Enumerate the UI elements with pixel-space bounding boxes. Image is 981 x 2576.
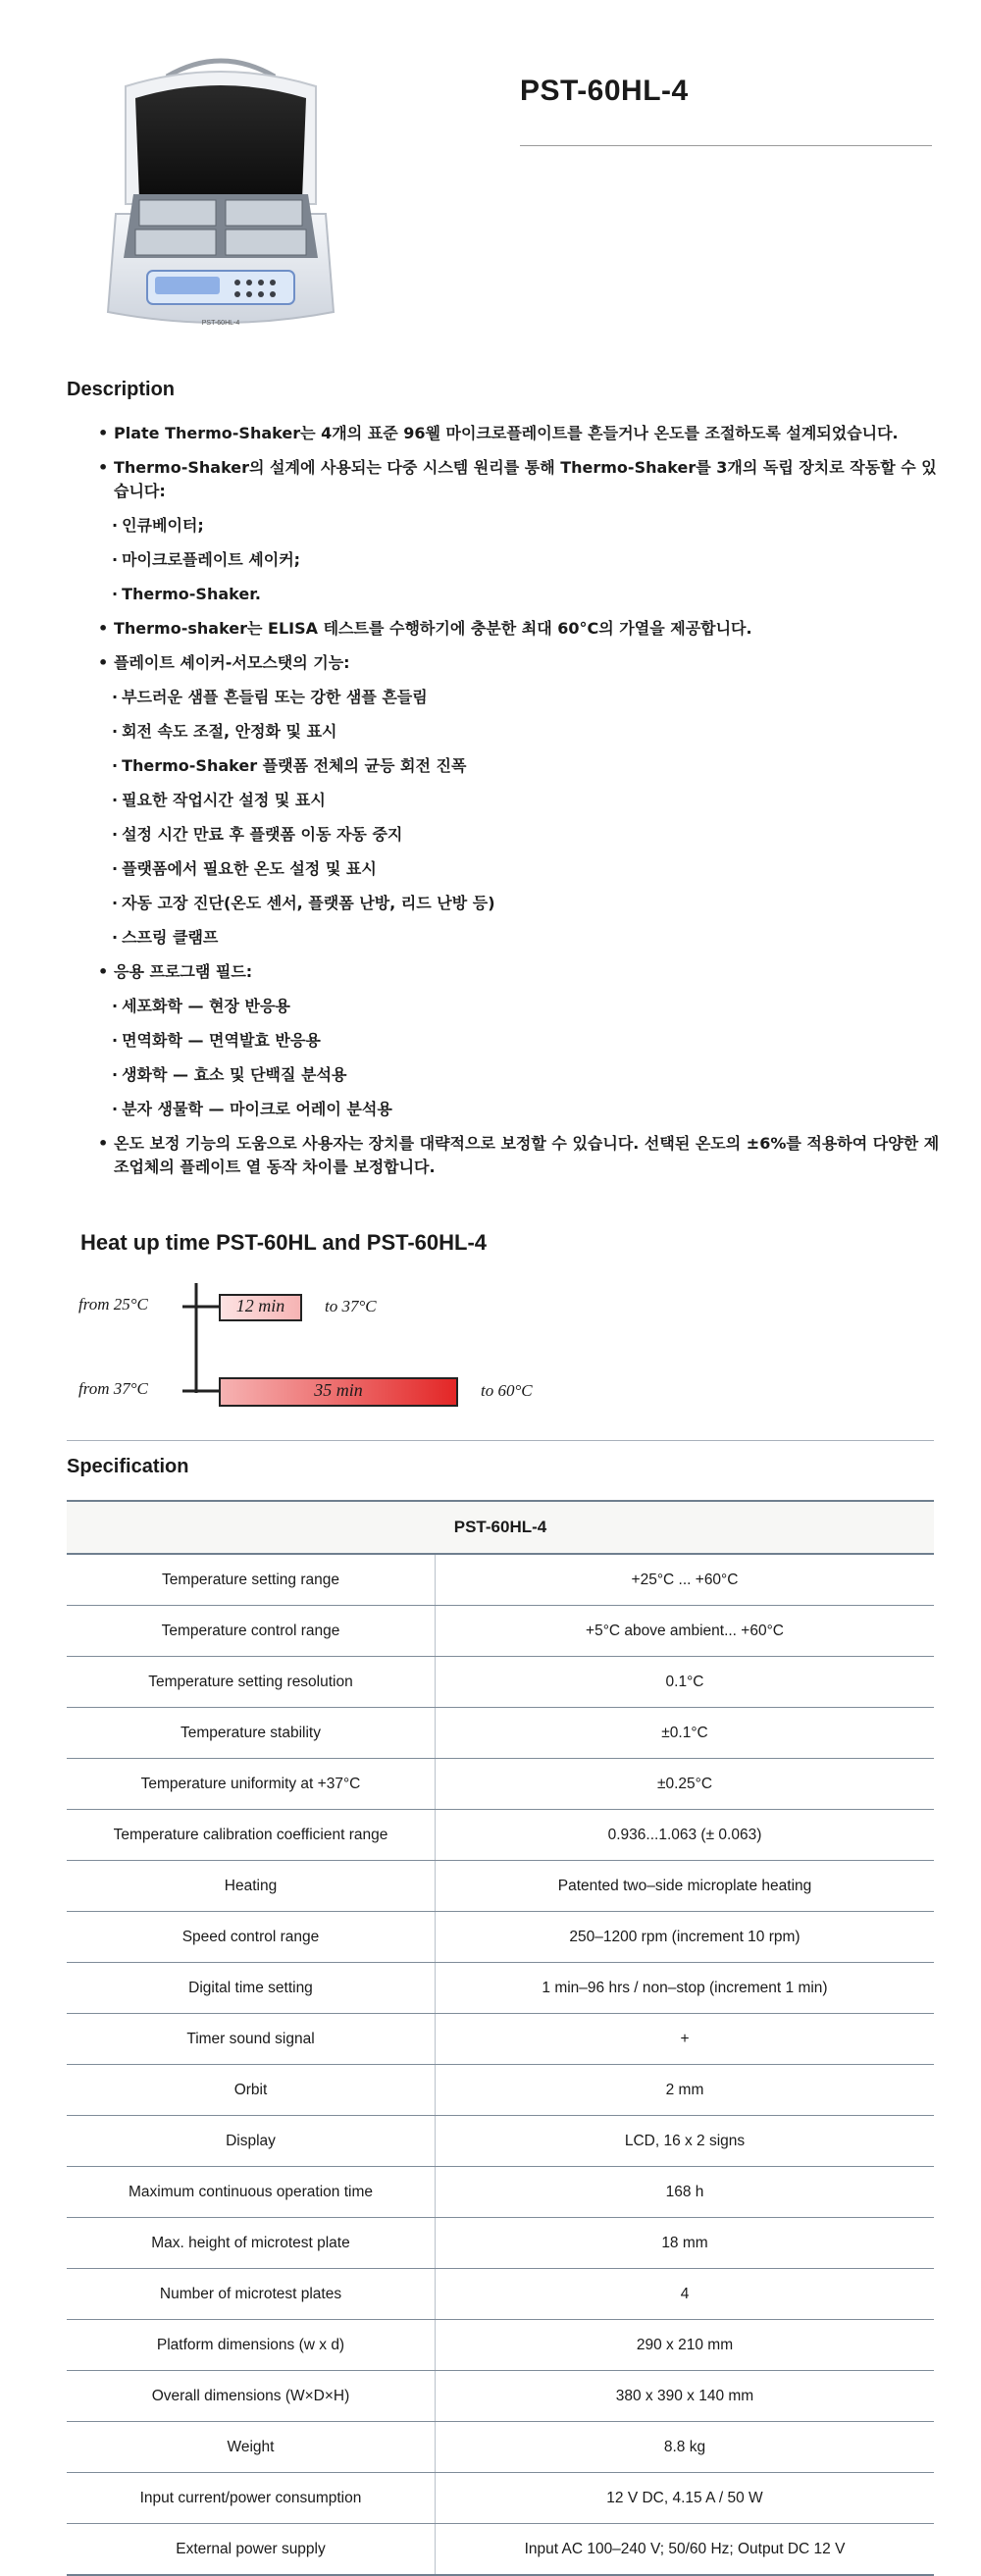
row2-time: 35 min	[314, 1380, 363, 1400]
row2-from: from 37°C	[78, 1379, 148, 1398]
table-row	[67, 2167, 934, 2218]
list-item: • Thermo-Shaker의 설계에 사용되는 다중 시스템 원리를 통해 Thermo-Shaker를 3개의 독립 장치로 작동할 수 있습니다:	[98, 456, 942, 503]
spec-value: +25°C ... +60°C	[436, 1554, 935, 1606]
list-subitem: · 부드러운 샘플 흔들림 또는 강한 샘플 흔들림	[112, 688, 428, 706]
table-row	[67, 1554, 934, 1606]
table-row	[67, 2524, 934, 2576]
spec-value: 0.936...1.063 (± 0.063)	[436, 1810, 935, 1861]
table-row	[67, 2473, 934, 2524]
spec-param: Input current/power consumption	[67, 2473, 436, 2524]
description-list	[98, 422, 942, 1179]
table-row	[67, 1657, 934, 1708]
list-subitem: · 인큐베이터;	[112, 516, 204, 535]
thermo-shaker-illustration	[98, 47, 343, 341]
spec-value: ±0.25°C	[436, 1759, 935, 1810]
product-image	[98, 47, 343, 341]
lcd-display	[155, 277, 220, 294]
spec-param: Platform dimensions (w x d)	[67, 2320, 436, 2371]
specification-table	[67, 1500, 934, 2576]
heat-up-diagram	[67, 1265, 655, 1422]
table-header: PST-60HL-4	[67, 1501, 934, 1554]
spec-param: Orbit	[67, 2065, 436, 2116]
spec-value: +5°C above ambient... +60°C	[436, 1606, 935, 1657]
list-item: • 온도 보정 기능의 도움으로 사용자는 장치를 대략적으로 보정할 수 있습니다. 선택된 온도의 ±6%를 적용하여 다양한 제조업체의 플레이트 열 동작 차이를 보정합니다.	[98, 1132, 942, 1179]
spec-value: LCD, 16 x 2 signs	[436, 2116, 935, 2167]
spec-value: 380 x 390 x 140 mm	[436, 2371, 935, 2422]
list-subitem: · 회전 속도 조절, 안정화 및 표시	[112, 722, 337, 741]
spec-value: ±0.1°C	[436, 1708, 935, 1759]
spec-param: Temperature setting resolution	[67, 1657, 436, 1708]
spec-value: +	[436, 2014, 935, 2065]
row1-from: from 25°C	[78, 1295, 148, 1314]
spec-value: 1 min–96 hrs / non–stop (increment 1 min)	[436, 1963, 935, 2014]
spec-value: 250–1200 rpm (increment 10 rpm)	[436, 1912, 935, 1963]
list-subitem: · 생화학 — 효소 및 단백질 분석용	[112, 1065, 347, 1084]
table-row	[67, 2218, 934, 2269]
table-row	[67, 1708, 934, 1759]
spec-param: Display	[67, 2116, 436, 2167]
table-row	[67, 2371, 934, 2422]
table-row	[67, 1861, 934, 1912]
product-title: PST-60HL-4	[520, 75, 689, 107]
list-item: • Thermo-shaker는 ELISA 테스트를 수행하기에 충분한 최대 60°C의 가열을 제공합니다.	[98, 617, 942, 641]
row1-time: 12 min	[235, 1296, 285, 1315]
list-subitem: · 자동 고장 진단(온도 센서, 플랫폼 난방, 리드 난방 등)	[112, 894, 495, 912]
spec-param: Temperature uniformity at +37°C	[67, 1759, 436, 1810]
spec-param: Maximum continuous operation time	[67, 2167, 436, 2218]
list-item: • Plate Thermo-Shaker는 4개의 표준 96웰 마이크로플레이트를 흔들거나 온도를 조절하도록 설계되었습니다.	[98, 422, 942, 445]
spec-param: Temperature setting range	[67, 1554, 436, 1606]
table-row	[67, 2014, 934, 2065]
spec-value: 290 x 210 mm	[436, 2320, 935, 2371]
model-label: PST-60HL-4	[201, 320, 240, 327]
lid-interior	[135, 85, 306, 199]
table-row	[67, 2116, 934, 2167]
table-row	[67, 2065, 934, 2116]
table-row	[67, 1759, 934, 1810]
spec-param: Timer sound signal	[67, 2014, 436, 2065]
spec-value: Patented two–side microplate heating	[436, 1861, 935, 1912]
title-divider	[520, 145, 932, 146]
list-item: • 플레이트 셰이커-서모스탯의 기능:	[98, 651, 942, 675]
spec-value: 168 h	[436, 2167, 935, 2218]
table-row	[67, 1810, 934, 1861]
heat-up-heading: Heat up time PST-60HL and PST-60HL-4	[80, 1230, 488, 1255]
list-item: • 응용 프로그램 필드:	[98, 960, 942, 984]
spec-param: External power supply	[67, 2524, 436, 2576]
spec-param: Number of microtest plates	[67, 2269, 436, 2320]
table-row	[67, 1963, 934, 2014]
list-subitem: · 분자 생물학 — 마이크로 어레이 분석용	[112, 1100, 392, 1118]
spec-value: 8.8 kg	[436, 2422, 935, 2473]
description-heading: Description	[67, 379, 176, 400]
spec-value: Input AC 100–240 V; 50/60 Hz; Output DC 12 V	[436, 2524, 935, 2576]
spec-param: Temperature calibration coefficient range	[67, 1810, 436, 1861]
list-subitem: · 설정 시간 만료 후 플랫폼 이동 자동 중지	[112, 825, 403, 844]
list-subitem: · 스프링 클램프	[112, 928, 219, 947]
spec-param: Digital time setting	[67, 1963, 436, 2014]
list-subitem: · Thermo-Shaker 플랫폼 전체의 균등 회전 진폭	[112, 756, 467, 775]
spec-param: Heating	[67, 1861, 436, 1912]
row2-to: to 60°C	[481, 1381, 533, 1400]
spec-value: 0.1°C	[436, 1657, 935, 1708]
spec-param: Temperature stability	[67, 1708, 436, 1759]
table-row	[67, 1606, 934, 1657]
table-row	[67, 2422, 934, 2473]
list-subitem: · 면역화학 — 면역발효 반응용	[112, 1031, 321, 1050]
list-subitem: · 세포화학 — 현장 반응용	[112, 997, 290, 1015]
spec-value: 18 mm	[436, 2218, 935, 2269]
list-subitem: · 필요한 작업시간 설정 및 표시	[112, 791, 326, 809]
row1-to: to 37°C	[325, 1297, 377, 1315]
table-row	[67, 2269, 934, 2320]
section-divider	[67, 1440, 934, 1441]
list-subitem: · 마이크로플레이트 셰이커;	[112, 550, 301, 569]
table-header-row	[67, 1501, 934, 1554]
specification-heading: Specification	[67, 1456, 189, 1477]
spec-value: 2 mm	[436, 2065, 935, 2116]
spec-value: 12 V DC, 4.15 A / 50 W	[436, 2473, 935, 2524]
spec-param: Max. height of microtest plate	[67, 2218, 436, 2269]
spec-param: Weight	[67, 2422, 436, 2473]
spec-param: Overall dimensions (W×D×H)	[67, 2371, 436, 2422]
spec-param: Speed control range	[67, 1912, 436, 1963]
spec-param: Temperature control range	[67, 1606, 436, 1657]
table-row	[67, 1912, 934, 1963]
table-row	[67, 2320, 934, 2371]
spec-value: 4	[436, 2269, 935, 2320]
list-subitem: · Thermo-Shaker.	[112, 585, 261, 603]
list-subitem: · 플랫폼에서 필요한 온도 설정 및 표시	[112, 859, 377, 878]
